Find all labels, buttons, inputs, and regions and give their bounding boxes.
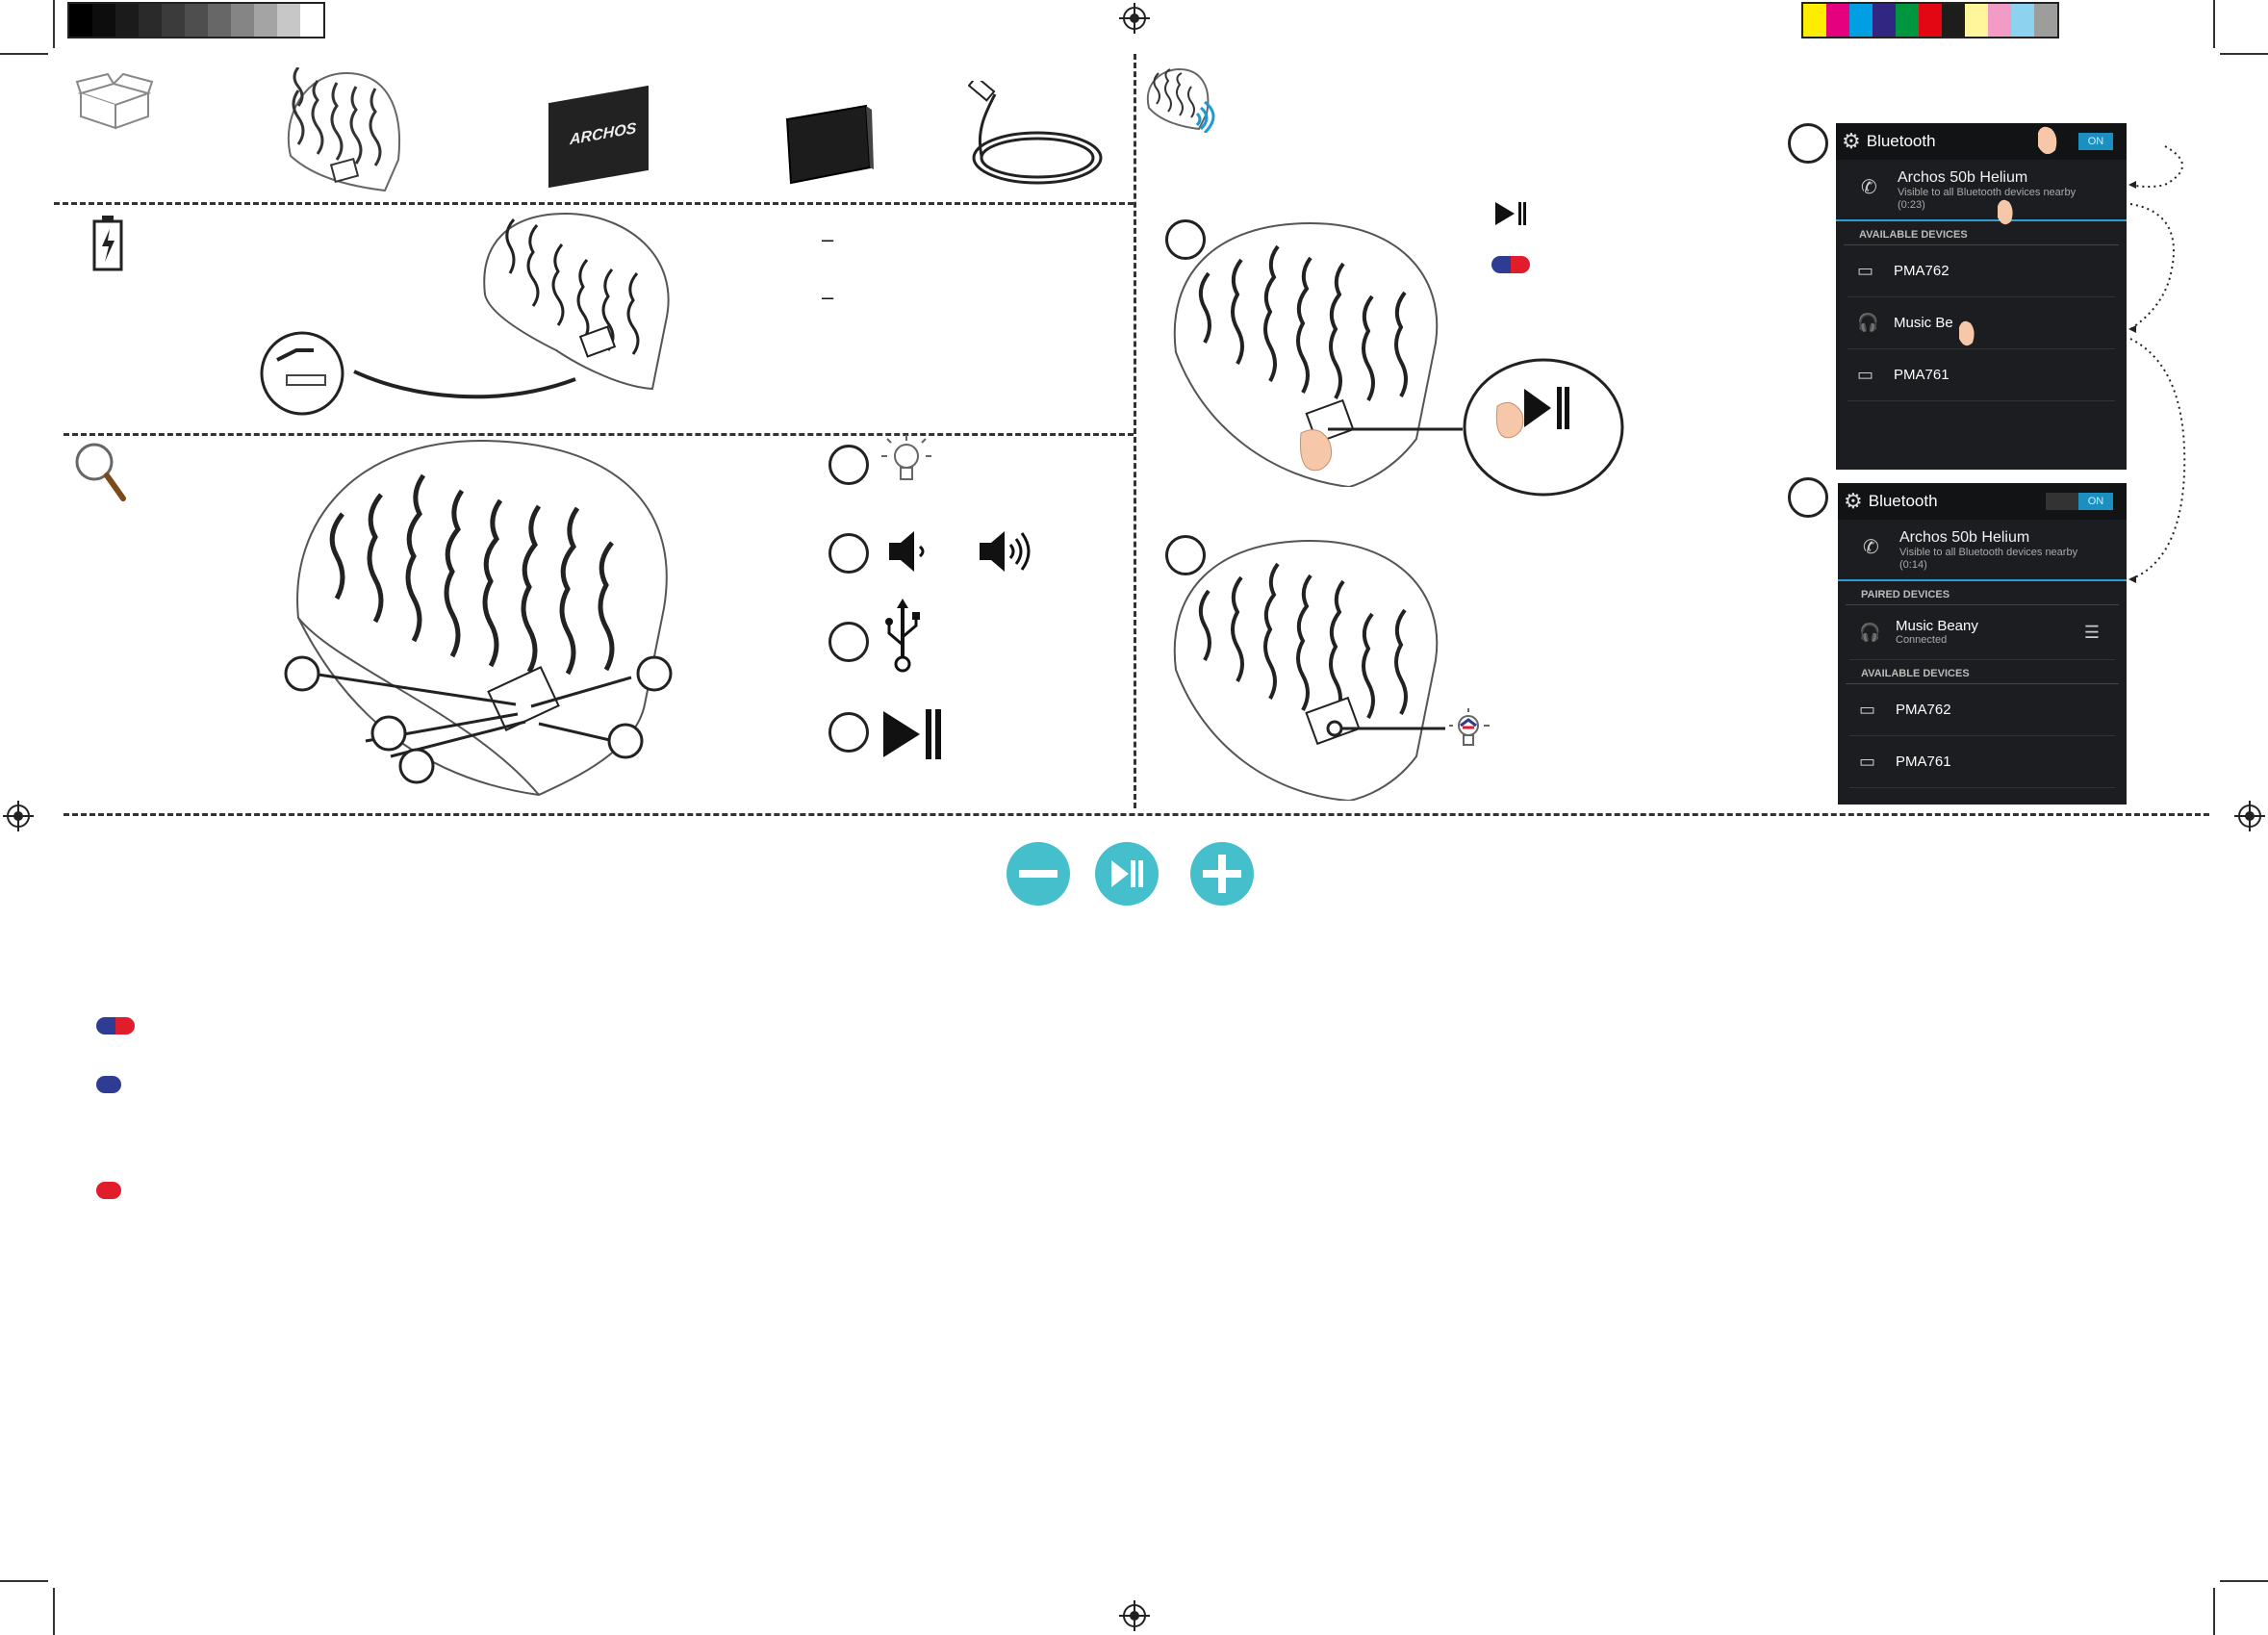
registration-mark-icon <box>1119 3 1150 34</box>
beanie-bluetooth-icon <box>1143 65 1216 133</box>
gray-swatch <box>231 4 254 37</box>
available-devices-header: AVAILABLE DEVICES <box>1844 221 2119 245</box>
gear-icon[interactable]: ⚙ <box>1842 129 1861 153</box>
led-blue-red-dot <box>96 1017 135 1035</box>
own-device-visibility: Visible to all Bluetooth devices nearby <box>1899 547 2078 558</box>
gray-swatch <box>277 4 300 37</box>
flow-arrows <box>2127 142 2194 643</box>
usb-icon <box>883 597 922 674</box>
device-row-pma761[interactable] <box>1849 736 2115 788</box>
own-device-name: Archos 50b Helium <box>1899 529 2030 546</box>
device-row-pma762[interactable] <box>1849 684 2115 736</box>
paired-devices-header: PAIRED DEVICES <box>1846 581 2119 605</box>
magnifier-icon <box>73 441 129 502</box>
beanie-charging-image <box>258 206 681 420</box>
crop-mark-tr-h <box>2220 53 2268 55</box>
bluetooth-header <box>1836 123 2127 160</box>
play-pause-zoom-callout <box>1328 356 1626 498</box>
crop-mark-bl-h <box>0 1580 48 1582</box>
phone-icon: ✆ <box>1863 537 1879 558</box>
laptop-icon: ▭ <box>1857 365 1874 384</box>
laptop-icon: ▭ <box>1857 261 1874 280</box>
registration-mark-icon <box>3 801 34 831</box>
laptop-icon: ▭ <box>1859 700 1876 719</box>
gray-swatch <box>139 4 162 37</box>
own-device-name: Archos 50b Helium <box>1898 169 2028 186</box>
own-device-row[interactable] <box>1836 160 2127 221</box>
finger-tap-icon <box>2032 123 2061 158</box>
finger-tap-icon <box>1953 318 1978 350</box>
charging-dash-2: – <box>822 285 834 309</box>
headphones-icon: 🎧 <box>1859 622 1881 642</box>
beanie-controls-diagram <box>279 435 693 801</box>
center-divider <box>1134 54 1136 808</box>
color-swatch <box>1988 4 2011 37</box>
own-device-visibility: Visible to all Bluetooth devices nearby <box>1898 187 2077 198</box>
battery-charging-icon <box>90 214 125 271</box>
phone-icon: ✆ <box>1861 177 1877 198</box>
color-swatch <box>2011 4 2034 37</box>
color-swatch <box>1873 4 1896 37</box>
paired-device-name: Music Beany <box>1896 618 1978 634</box>
control-label-circle-2 <box>828 533 869 574</box>
toggle-off-track <box>2046 493 2078 510</box>
crop-mark-br-h <box>2220 1580 2268 1582</box>
play-pause-icon <box>881 707 945 761</box>
own-device-timer: (0:14) <box>1899 559 1927 571</box>
headphones-icon: 🎧 <box>1857 313 1879 332</box>
beanie-hat-image <box>277 67 408 194</box>
charging-dash-1: – <box>822 227 834 251</box>
laptop-icon: ▭ <box>1859 752 1876 771</box>
minus-icon <box>1019 870 1058 878</box>
bluetooth-toggle[interactable]: ON <box>2078 133 2113 150</box>
color-swatch <box>1849 4 1873 37</box>
color-swatch <box>1803 4 1826 37</box>
bluetooth-header <box>1838 483 2127 520</box>
crop-mark-br-v <box>2213 1588 2215 1635</box>
play-pause-button[interactable] <box>1095 842 1159 906</box>
grayscale-calibration-bar <box>67 2 325 38</box>
gray-swatch <box>208 4 231 37</box>
color-calibration-bar <box>1801 2 2059 38</box>
led-red-dot <box>96 1182 121 1199</box>
device-name: PMA762 <box>1896 702 1951 718</box>
registration-mark-icon <box>2234 801 2265 831</box>
led-blue-dot <box>96 1076 121 1093</box>
phone-screen-2 <box>1838 483 2127 805</box>
crop-mark-tl-h <box>0 53 48 55</box>
volume-plus-button[interactable] <box>1190 842 1254 906</box>
finger-tap-icon <box>1992 196 2017 227</box>
volume-minus-button[interactable] <box>1007 842 1070 906</box>
own-device-row[interactable] <box>1838 520 2127 581</box>
color-swatch <box>1919 4 1942 37</box>
crop-mark-bl-v <box>53 1588 55 1635</box>
device-name: PMA761 <box>1894 367 1949 383</box>
crop-mark-tl-v <box>53 0 55 48</box>
device-name: PMA762 <box>1894 263 1949 279</box>
gray-swatch <box>162 4 185 37</box>
paired-device-status: Connected <box>1896 634 1948 646</box>
paired-device-row-music-beany[interactable] <box>1849 605 2115 660</box>
control-label-circle-3 <box>828 622 869 662</box>
device-name: PMA761 <box>1896 754 1951 770</box>
divider-box-contents <box>54 202 1134 205</box>
control-label-circle-1 <box>828 445 869 485</box>
color-swatch <box>2034 4 2057 37</box>
play-pause-icon <box>1108 855 1146 893</box>
device-row-music-beany[interactable] <box>1848 297 2115 349</box>
gray-swatch <box>300 4 323 37</box>
plus-icon <box>1201 853 1243 895</box>
settings-sliders-icon[interactable]: ☰ <box>2083 622 2100 642</box>
gray-swatch <box>69 4 92 37</box>
device-row-pma761[interactable] <box>1848 349 2115 401</box>
color-swatch <box>1896 4 1919 37</box>
bluetooth-title: Bluetooth <box>1868 492 1938 510</box>
divider-main <box>64 813 2209 816</box>
own-device-timer: (0:23) <box>1898 199 1925 211</box>
device-row-pma762[interactable] <box>1848 245 2115 297</box>
gear-icon[interactable]: ⚙ <box>1844 489 1863 513</box>
light-bulb-icon <box>879 433 933 487</box>
color-swatch <box>1826 4 1849 37</box>
phone-step-circle-2 <box>1788 477 1828 518</box>
beanie-connected-image <box>1166 535 1493 801</box>
gift-box-image <box>548 86 649 188</box>
led-blue-red-icon <box>1491 256 1530 273</box>
control-label-circle-4 <box>828 712 869 753</box>
gray-swatch <box>254 4 277 37</box>
device-name: Music Be <box>1894 315 1953 331</box>
usb-cable-image <box>968 81 1107 191</box>
package-box-icon <box>75 72 154 132</box>
crop-mark-tr-v <box>2213 0 2215 48</box>
available-devices-header: AVAILABLE DEVICES <box>1846 660 2119 684</box>
gray-swatch <box>115 4 139 37</box>
color-swatch <box>1942 4 1965 37</box>
play-pause-icon <box>1493 198 1530 229</box>
bluetooth-title: Bluetooth <box>1866 132 1936 150</box>
volume-up-icon <box>976 527 1033 575</box>
gray-swatch <box>185 4 208 37</box>
bluetooth-toggle[interactable]: ON <box>2078 493 2113 510</box>
volume-down-icon <box>885 527 930 575</box>
phone-screen-1 <box>1836 123 2127 470</box>
gray-swatch <box>92 4 115 37</box>
user-manual-booklet-image <box>785 102 874 185</box>
phone-step-circle-1 <box>1788 123 1828 164</box>
gift-box-brand: ARCHOS <box>570 120 637 149</box>
registration-mark-icon <box>1119 1600 1150 1631</box>
color-swatch <box>1965 4 1988 37</box>
